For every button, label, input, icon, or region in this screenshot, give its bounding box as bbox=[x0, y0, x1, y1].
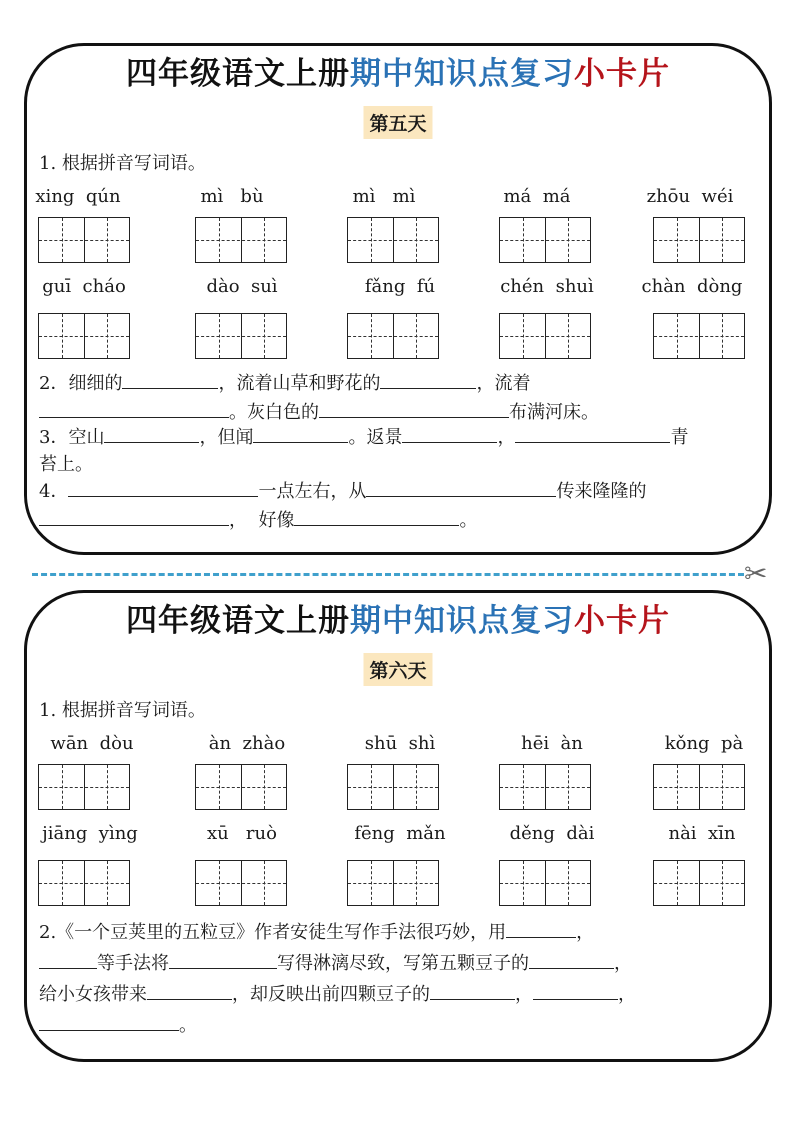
answer-blank[interactable] bbox=[529, 948, 614, 969]
answer-blank[interactable] bbox=[39, 1010, 179, 1031]
question-text: 4． bbox=[39, 481, 69, 502]
card-title bbox=[27, 52, 769, 96]
writing-grid[interactable] bbox=[195, 764, 287, 810]
answer-blank[interactable] bbox=[366, 476, 556, 497]
question-text: ， bbox=[515, 984, 533, 1005]
pinyin-label: jiāng yìng bbox=[42, 823, 138, 844]
pinyin-label: chàn dòng bbox=[641, 276, 743, 297]
question-line bbox=[39, 948, 751, 979]
pinyin-label: dào suì bbox=[206, 276, 278, 297]
answer-blank[interactable] bbox=[294, 505, 459, 526]
question-text: 一点左右，从 bbox=[258, 481, 367, 502]
pinyin-label: fǎng fú bbox=[364, 276, 436, 297]
answer-blank[interactable] bbox=[319, 397, 509, 418]
question-line bbox=[39, 505, 751, 534]
pinyin-label: děng dài bbox=[509, 823, 595, 844]
question-text: 写得淋漓尽致，写第五颗豆子的 bbox=[277, 953, 529, 974]
answer-blank[interactable] bbox=[169, 948, 277, 969]
question-2 bbox=[39, 917, 751, 1041]
answer-blank[interactable] bbox=[122, 368, 218, 389]
pinyin-label: kǒng pà bbox=[664, 733, 744, 754]
question-text: 布满河床。 bbox=[509, 402, 599, 423]
title-part-red: 小卡片 bbox=[574, 56, 670, 92]
pinyin-label: mì mì bbox=[352, 186, 416, 207]
writing-grid[interactable] bbox=[653, 217, 745, 263]
writing-grid[interactable] bbox=[347, 860, 439, 906]
answer-blank[interactable] bbox=[380, 368, 476, 389]
answer-blank[interactable] bbox=[147, 979, 232, 1000]
question-3 bbox=[39, 422, 751, 478]
writing-grid[interactable] bbox=[195, 313, 287, 359]
question-text: ，但闻 bbox=[199, 427, 254, 448]
scissors-icon: ✂ bbox=[744, 557, 768, 590]
pinyin-label: xing qún bbox=[35, 186, 121, 207]
answer-blank[interactable] bbox=[39, 948, 97, 969]
question-line bbox=[39, 368, 751, 397]
writing-grid[interactable] bbox=[38, 217, 130, 263]
pinyin-label: guī cháo bbox=[42, 276, 126, 297]
writing-grid[interactable] bbox=[499, 860, 591, 906]
pinyin-label: zhōu wéi bbox=[646, 186, 734, 207]
answer-blank[interactable] bbox=[39, 397, 229, 418]
question-text: ，流着 bbox=[476, 373, 531, 394]
question-line bbox=[39, 451, 751, 478]
day-badge: 第五天 bbox=[363, 106, 432, 139]
review-card-day6 bbox=[24, 590, 772, 1062]
question-text: 等手法将 bbox=[97, 953, 169, 974]
pinyin-label: shū shì bbox=[364, 733, 436, 754]
question-text: 。 bbox=[179, 1015, 197, 1036]
writing-grid[interactable] bbox=[38, 860, 130, 906]
pinyin-label: àn zhào bbox=[208, 733, 286, 754]
writing-grid[interactable] bbox=[347, 217, 439, 263]
question-text: 2．细细的 bbox=[39, 373, 123, 394]
question-text: 。 bbox=[459, 510, 478, 531]
answer-blank[interactable] bbox=[515, 422, 670, 443]
answer-blank[interactable] bbox=[39, 505, 229, 526]
writing-grid[interactable] bbox=[499, 313, 591, 359]
question-text: ， bbox=[614, 953, 632, 974]
question-4 bbox=[39, 476, 751, 534]
pinyin-label: wān dòu bbox=[50, 733, 134, 754]
question-text: ， bbox=[576, 922, 595, 943]
question-text: ，却反映出前四颗豆子的 bbox=[232, 984, 430, 1005]
title-part-red: 小卡片 bbox=[574, 603, 670, 639]
pinyin-label: hēi àn bbox=[521, 733, 583, 754]
title-part-blue: 期中知识点复习 bbox=[350, 603, 574, 639]
answer-blank[interactable] bbox=[104, 422, 199, 443]
question-text: 传来隆隆的 bbox=[556, 481, 647, 502]
writing-grid[interactable] bbox=[195, 860, 287, 906]
pinyin-label: nài xīn bbox=[668, 823, 736, 844]
writing-grid[interactable] bbox=[653, 860, 745, 906]
question-line bbox=[39, 1010, 751, 1041]
answer-blank[interactable] bbox=[533, 979, 618, 1000]
question-1-heading: 1. 根据拼音写词语。 bbox=[39, 153, 206, 174]
question-line bbox=[39, 917, 751, 948]
answer-blank[interactable] bbox=[506, 917, 576, 938]
pinyin-label: má má bbox=[503, 186, 571, 207]
writing-grid[interactable] bbox=[38, 313, 130, 359]
answer-blank[interactable] bbox=[253, 422, 348, 443]
answer-blank[interactable] bbox=[402, 422, 497, 443]
review-card-day5 bbox=[24, 43, 772, 555]
question-text: 苔上。 bbox=[39, 454, 93, 475]
title-part-blue: 期中知识点复习 bbox=[350, 56, 574, 92]
writing-grid[interactable] bbox=[195, 217, 287, 263]
day-badge: 第六天 bbox=[363, 653, 432, 686]
question-text: ，流着山草和野花的 bbox=[218, 373, 381, 394]
writing-grid[interactable] bbox=[653, 764, 745, 810]
question-1-heading: 1. 根据拼音写词语。 bbox=[39, 700, 206, 721]
question-text: 。灰白色的 bbox=[229, 402, 319, 423]
answer-blank[interactable] bbox=[430, 979, 515, 1000]
writing-grid[interactable] bbox=[653, 313, 745, 359]
question-text: 。返景 bbox=[348, 427, 403, 448]
question-line bbox=[39, 979, 751, 1010]
question-text: 3．空山 bbox=[39, 427, 105, 448]
question-text: 青 bbox=[670, 427, 689, 448]
writing-grid[interactable] bbox=[499, 764, 591, 810]
writing-grid[interactable] bbox=[38, 764, 130, 810]
question-text: ， bbox=[618, 984, 636, 1005]
pinyin-label: mì bù bbox=[200, 186, 264, 207]
writing-grid[interactable] bbox=[499, 217, 591, 263]
question-text: ， 好像 bbox=[229, 510, 295, 531]
question-line bbox=[39, 422, 751, 451]
question-text: 给小女孩带来 bbox=[39, 984, 147, 1005]
question-line bbox=[39, 476, 751, 505]
answer-blank[interactable] bbox=[68, 476, 258, 497]
writing-grid[interactable] bbox=[347, 764, 439, 810]
writing-grid[interactable] bbox=[347, 313, 439, 359]
question-text: 2.《一个豆荚里的五粒豆》作者安徒生写作手法很巧妙，用 bbox=[39, 922, 507, 943]
question-2 bbox=[39, 368, 751, 426]
title-part-black: 四年级语文上册 bbox=[126, 56, 350, 92]
pinyin-label: fēng mǎn bbox=[354, 823, 446, 844]
card-title bbox=[27, 599, 769, 643]
question-text: ， bbox=[497, 427, 516, 448]
cut-line bbox=[32, 573, 744, 576]
pinyin-label: xū ruò bbox=[207, 823, 277, 844]
pinyin-label: chén shuì bbox=[500, 276, 594, 297]
title-part-black: 四年级语文上册 bbox=[126, 603, 350, 639]
